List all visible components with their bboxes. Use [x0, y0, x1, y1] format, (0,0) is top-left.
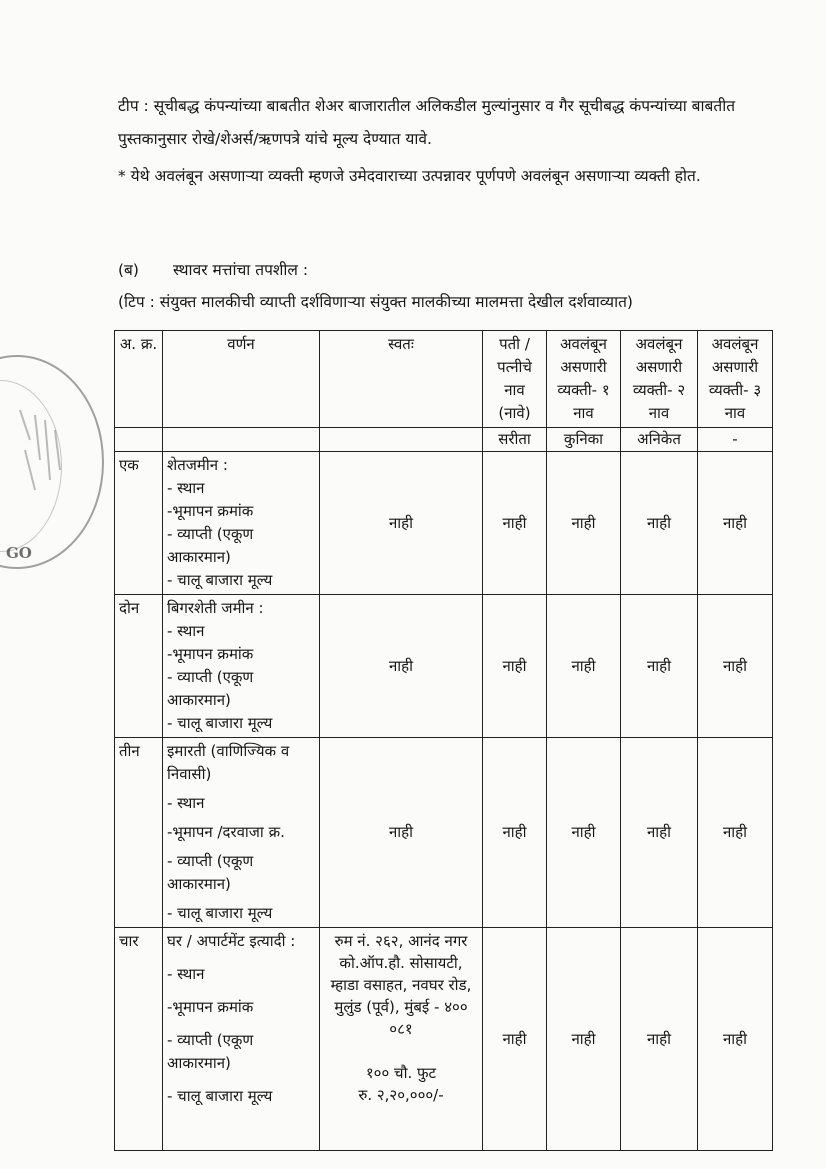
row-desc-line: - चालू बाजारा मूल्य	[167, 1087, 273, 1105]
tip-listed-note: टीप : सूचीबद्ध कंपन्यांच्या बाबतीत शेअर बाजारातील अलिकडील मुल्यांनुसार व गैर सूचीबद्ध कंपन्यांच्या बाबतीत पुस्तकानुसार रोखे/शेअर्स/ऋणपत्रे यांचे मूल्य देण्यात यावे.	[118, 97, 736, 148]
row-self: नाही	[320, 452, 483, 595]
row-desc-line: - व्याप्ती (एकूण आकारमान)	[167, 668, 254, 709]
name-spouse: सरीता	[483, 428, 547, 452]
row-dep1: नाही	[547, 928, 621, 1151]
section-heading	[118, 258, 308, 280]
row-desc-line: - स्थान	[167, 965, 205, 983]
row-dep3: नाही	[698, 928, 773, 1151]
row-sr: एक	[115, 452, 163, 595]
row-desc-title: इमारती (वाणिज्यिक व निवासी)	[167, 742, 290, 783]
row-desc-line: - स्थान	[167, 479, 205, 497]
row-desc-title: शेतजमीन :	[167, 456, 228, 474]
header-dep1: अवलंबून असणारी व्यक्ती- १ नाव	[547, 331, 621, 428]
self-area: १०० चौ. फुट	[365, 1064, 437, 1082]
section-label: (ब)	[118, 261, 139, 279]
table-row	[115, 928, 773, 1151]
row-dep3: नाही	[698, 738, 773, 928]
immovable-assets-table	[114, 330, 773, 1151]
row-desc-line: - स्थान	[167, 794, 205, 812]
dependent-definition: * येथे अवलंबून असणाऱ्या व्यक्ती म्हणजे उमेदवाराच्या उत्पन्नावर पूर्णपणे अवलंबून असणाऱ्या व्यक्ती होत.	[118, 167, 701, 185]
header-sr: अ. क्र.	[115, 331, 163, 428]
name-dep2: अनिकेत	[621, 428, 698, 452]
name-dep1: कुनिका	[547, 428, 621, 452]
row-desc	[163, 595, 320, 738]
stamp-scribble	[10, 400, 70, 510]
table-row	[115, 452, 773, 595]
row-desc-line: -भूमापन क्रमांक	[167, 502, 254, 520]
row-dep2: नाही	[621, 595, 698, 738]
row-dep2: नाही	[621, 928, 698, 1151]
row-spouse: नाही	[483, 595, 547, 738]
row-self: नाही	[320, 595, 483, 738]
row-desc-line: -भूमापन क्रमांक	[167, 645, 254, 663]
self-address: रुम नं. २६२, आनंद नगर को.ऑप.हौ. सोसायटी, म्हाडा वसाहत, नवघर रोड, मुलुंड (पूर्व), मुंबई - ४०० ०८१	[330, 932, 472, 1038]
row-sr: दोन	[115, 595, 163, 738]
row-desc-line: - चालू बाजारा मूल्य	[167, 714, 273, 732]
row-spouse: नाही	[483, 738, 547, 928]
header-desc: वर्णन	[163, 331, 320, 428]
row-desc-line: - व्याप्ती (एकूण आकारमान)	[167, 525, 254, 566]
stamp-text: GO	[6, 544, 32, 562]
header-dep2: अवलंबून असणारी व्यक्ती- २ नाव	[621, 331, 698, 428]
row-desc-line: - व्याप्ती (एकूण आकारमान)	[167, 1031, 254, 1072]
row-desc-title: बिगरशेती जमीन :	[167, 599, 264, 617]
row-desc-line: - व्याप्ती (एकूण आकारमान)	[167, 852, 254, 893]
row-dep1: नाही	[547, 595, 621, 738]
row-desc	[163, 928, 320, 1151]
row-spouse: नाही	[483, 452, 547, 595]
section-note: (टिप : संयुक्त मालकीची व्याप्ती दर्शविणाऱ्या संयुक्त मालकीच्या मालमत्ता देखील दर्शवाव्यात)	[118, 293, 633, 311]
header-self: स्वतः	[320, 331, 483, 428]
row-dep1: नाही	[547, 452, 621, 595]
row-sr: तीन	[115, 738, 163, 928]
row-dep3: नाही	[698, 452, 773, 595]
row-desc-line: -भूमापन क्रमांक	[167, 998, 254, 1016]
row-dep1: नाही	[547, 738, 621, 928]
row-self	[320, 928, 483, 1151]
row-desc	[163, 452, 320, 595]
row-desc-line: - स्थान	[167, 622, 205, 640]
table-row	[115, 738, 773, 928]
row-self: नाही	[320, 738, 483, 928]
names-empty-sr	[115, 428, 163, 452]
row-dep2: नाही	[621, 452, 698, 595]
row-desc	[163, 738, 320, 928]
row-dep2: नाही	[621, 738, 698, 928]
header-dep3: अवलंबून असणारी व्यक्ती- ३ नाव	[698, 331, 773, 428]
names-empty-self	[320, 428, 483, 452]
header-spouse: पती / पत्नीचे नाव (नावे)	[483, 331, 547, 428]
section-title: स्थावर मत्तांचा तपशील :	[172, 261, 309, 279]
row-desc-line: -भूमापन /दरवाजा क्र.	[167, 823, 285, 841]
row-sr: चार	[115, 928, 163, 1151]
row-desc-line: - चालू बाजारा मूल्य	[167, 571, 273, 589]
name-dep3: -	[698, 428, 773, 452]
row-desc-title: घर / अपार्टमेंट इत्यादी :	[167, 932, 296, 950]
table-header-row	[115, 331, 773, 428]
row-spouse: नाही	[483, 928, 547, 1151]
names-row	[115, 428, 773, 452]
table-row	[115, 595, 773, 738]
names-empty-desc	[163, 428, 320, 452]
self-value: रु. २,२०,०००/-	[358, 1086, 444, 1104]
row-dep3: नाही	[698, 595, 773, 738]
row-desc-line: - चालू बाजारा मूल्य	[167, 904, 273, 922]
